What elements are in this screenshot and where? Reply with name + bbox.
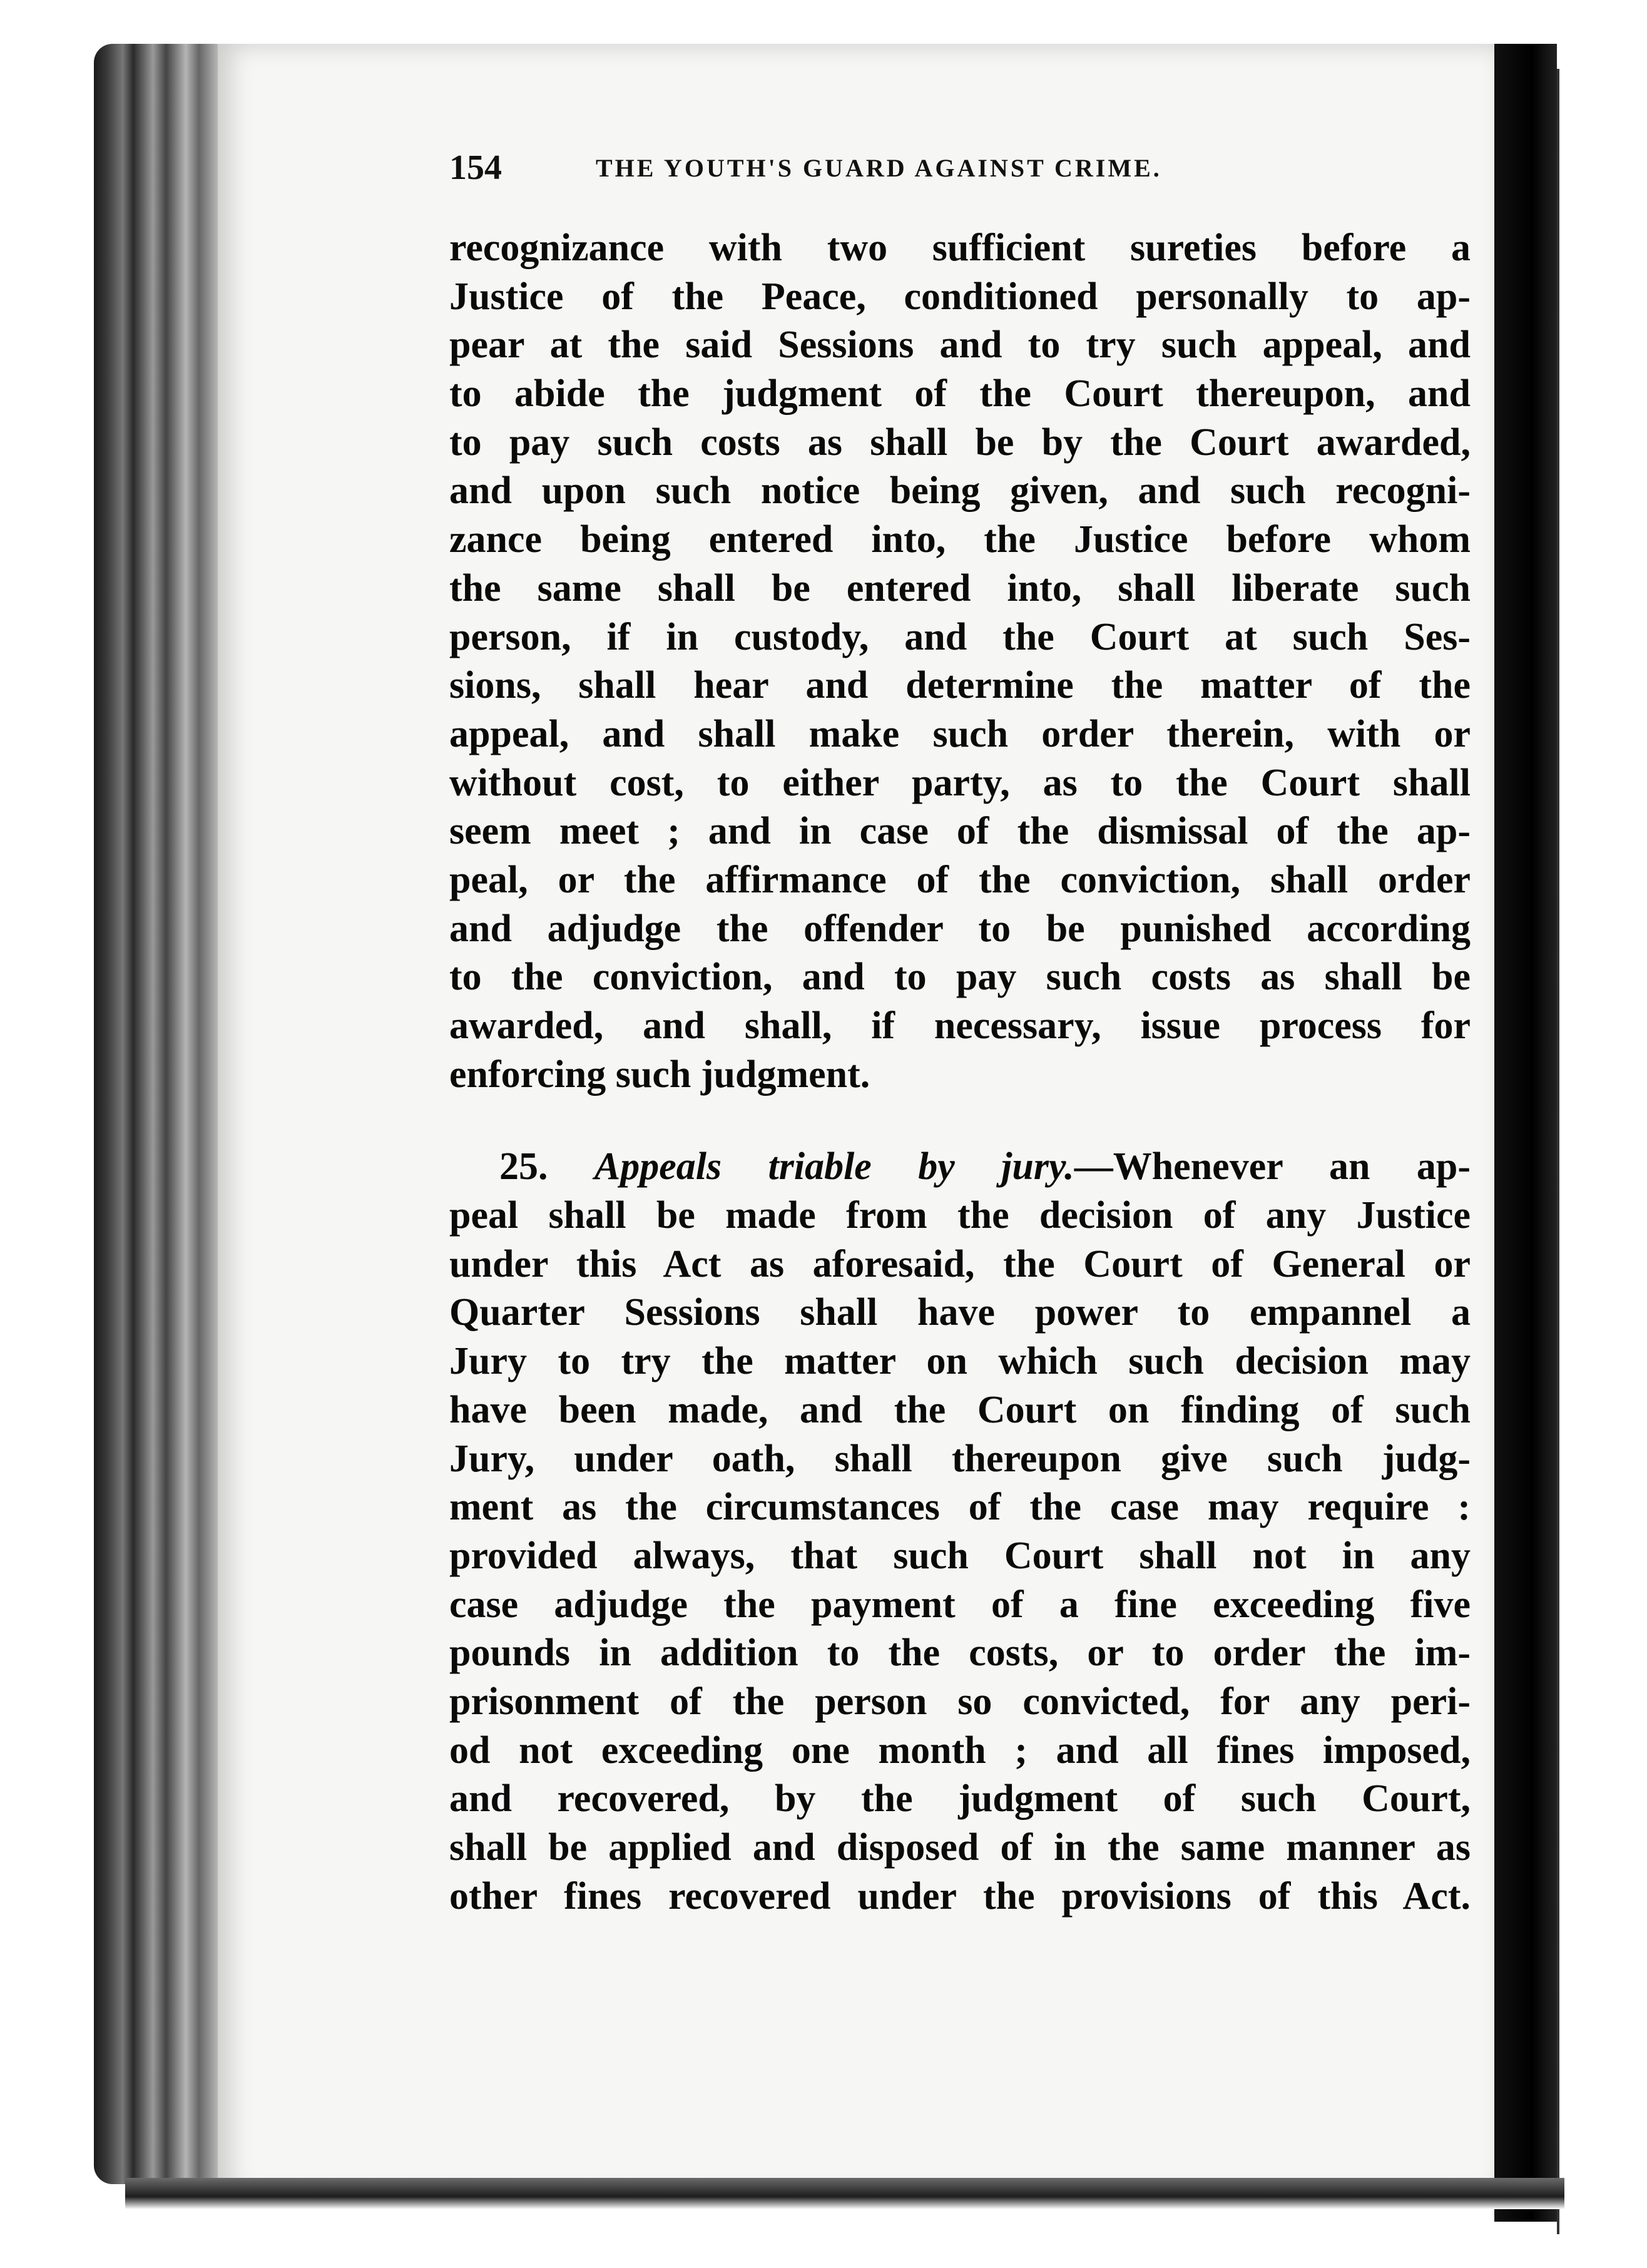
page-bottom-shadow [125,2178,1564,2209]
facing-page-edge [1557,69,1647,2234]
text-line: seem meet ; and in case of the dismissal of the ap- [449,810,1471,853]
text-line: other fines recovered under the provisions of this Act. [449,1874,1471,1918]
text-line: peal shall be made from the decision of any Justice [449,1194,1471,1237]
paragraph-1 [449,224,1471,1099]
text-line: and upon such notice being given, and such recogni- [449,469,1471,513]
section-25 [449,1143,1471,1921]
running-header [449,149,1282,186]
paragraph-gap [449,1099,1471,1143]
scan-border [0,0,1647,39]
text-line: prisonment of the person so convicted, for any peri- [449,1680,1471,1723]
text-line: the same shall be entered into, shall liberate such [449,566,1471,610]
text-line: sions, shall hear and determine the matter of the [449,664,1471,707]
running-title: THE YOUTH'S GUARD AGAINST CRIME. [596,153,1162,182]
text-line: shall be applied and disposed of in the same manner as [449,1826,1471,1869]
text-line: od not exceeding one month ; and all fines imposed, [449,1729,1471,1772]
page-number: 154 [449,148,502,187]
text-line: pounds in addition to the costs, or to order the im- [449,1632,1471,1675]
text-line: pear at the said Sessions and to try such appeal, and [449,324,1471,367]
text-line: and recovered, by the judgment of such Court, [449,1777,1471,1821]
book-gutter-shadow [1494,44,1557,2222]
text-line: provided always, that such Court shall not in any [449,1534,1471,1577]
text-line: awarded, and shall, if necessary, issue process for [449,1004,1471,1047]
text-line: and adjudge the offender to be punished according [449,907,1471,950]
text-line: enforcing such judgment. [449,1053,870,1096]
text-line: Quarter Sessions shall have power to empannel a [449,1291,1471,1334]
text-line: Jury to try the matter on which such decision may [449,1340,1471,1383]
page-body-text [449,224,1471,1921]
book-page-edges [94,44,225,2184]
text-line: to pay such costs as shall be by the Court awarded, [449,421,1471,464]
section-first-line-text: —Whenever an ap- [1074,1145,1471,1188]
text-line: Justice of the Peace, conditioned personally to ap- [449,275,1471,318]
text-line: to the conviction, and to pay such costs as shall be [449,956,1471,999]
text-line: have been made, and the Court on finding of such [449,1388,1471,1431]
text-line: appeal, and shall make such order therein, with or [449,712,1471,755]
section-number: 25. [499,1145,548,1188]
text-line: under this Act as aforesaid, the Court of General or [449,1242,1471,1285]
text-line: without cost, to either party, as to the Court shall [449,761,1471,804]
text-line: zance being entered into, the Justice before whom [449,518,1471,561]
section-heading: Appeals triable by jury. [594,1145,1074,1188]
text-line: Jury, under oath, shall thereupon give such judg- [449,1437,1471,1480]
text-line: person, if in custody, and the Court at such Ses- [449,615,1471,658]
section-first-line [449,1143,1471,1192]
text-line: recognizance with two sufficient sureties before a [449,227,1471,269]
text-line: case adjudge the payment of a fine exceeding five [449,1583,1471,1626]
text-line: ment as the circumstances of the case may require : [449,1486,1471,1529]
text-line: to abide the judgment of the Court thereupon, and [449,372,1471,416]
text-line: peal, or the affirmance of the conviction, shall order [449,858,1471,901]
